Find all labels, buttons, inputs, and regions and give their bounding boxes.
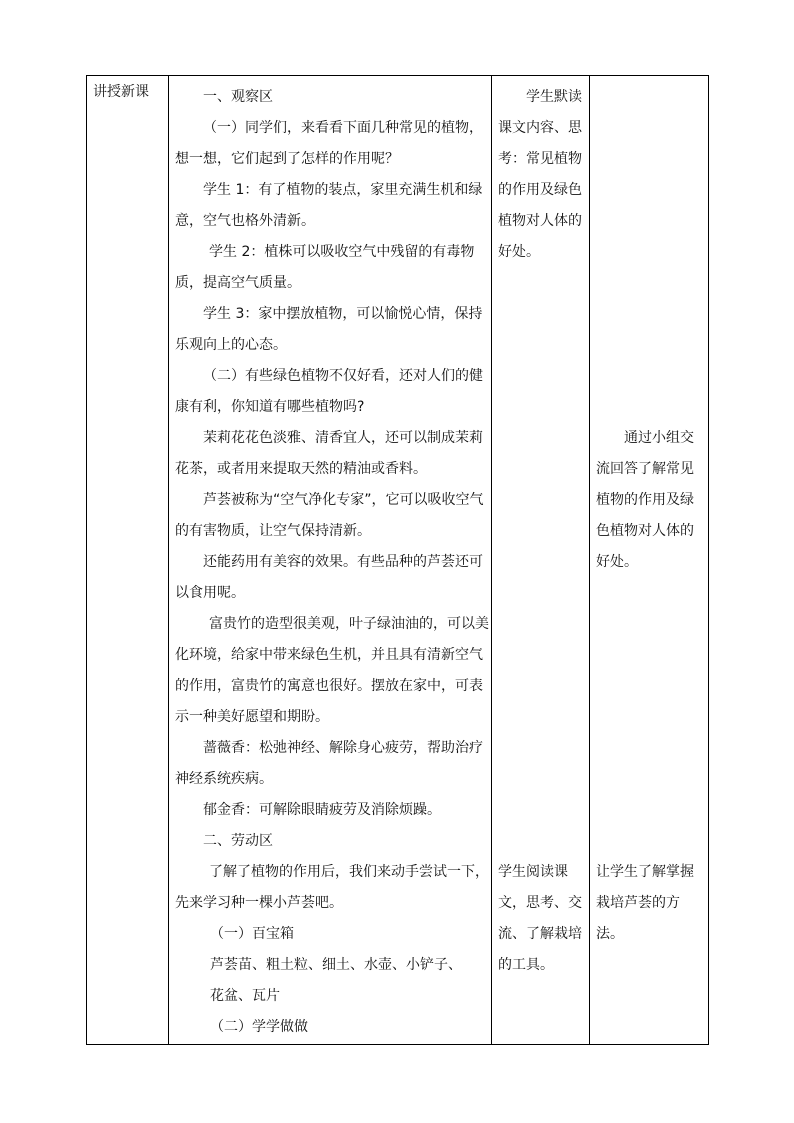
learn-and-do-heading: （二）学学做做 xyxy=(210,1019,308,1035)
plant-jasmine: 茉莉花花色淡雅、清香宜人，还可以制成茉莉花茶，或者用来提取天然的精油或香料。 xyxy=(175,430,483,477)
student-answer-2: 学生 2：植株可以吸收空气中残留的有毒物质，提高空气质量。 xyxy=(175,244,475,291)
plant-tulip: 郁金香：可解除眼睛疲劳及消除烦躁。 xyxy=(203,802,441,818)
heading-observation-area: 一、观察区 xyxy=(203,89,273,105)
treasure-box-items-2: 花盆、瓦片 xyxy=(210,988,280,1004)
treasure-box-items-1: 芦荟苗、粗土粒、细土、水壶、小铲子、 xyxy=(210,957,462,973)
design-intent-cell xyxy=(590,76,709,1045)
plant-rose: 蔷薇香：松弛神经、解除身心疲劳，帮助治疗神经系统疾病。 xyxy=(175,740,483,787)
plant-lucky-bamboo: 富贵竹的造型很美观，叶子绿油油的，可以美化环境，给家中带来绿色生机，并且具有清新空气的作用，富贵竹的寓意也很好。摆放在家中，可表示一种美好愿望和期盼。 xyxy=(175,616,489,725)
student-answer-3: 学生 3：家中摆放植物，可以愉悦心情，保持乐观向上的心态。 xyxy=(175,306,483,353)
question-two: （二）有些绿色植物不仅好看，还对人们的健康有利，你知道有哪些植物吗? xyxy=(175,368,483,415)
section-label-cell xyxy=(87,76,169,1045)
student-answer-1: 学生 1：有了植物的装点，家里充满生机和绿意，空气也格外清新。 xyxy=(175,182,483,229)
question-one: （一）同学们，来看看下面几种常见的植物，想一想，它们起到了怎样的作用呢？ xyxy=(175,120,483,167)
plant-aloe: 芦荟被称为“空气净化专家”，它可以吸收空气的有害物质，让空气保持清新。 xyxy=(175,492,484,539)
plant-aloe-more: 还能药用有美容的效果。有些品种的芦荟还可以食用呢。 xyxy=(175,554,483,601)
lesson-plan-table xyxy=(86,75,709,1045)
section-label: 讲授新课 xyxy=(93,84,149,100)
student-activity-cell xyxy=(492,76,590,1045)
student-activity-1: 学生默读课文内容、思考：常见植物的作用及绿色植物对人体的好处。 xyxy=(498,89,582,260)
student-activity-2: 学生阅读课文，思考、交流、了解栽培的工具。 xyxy=(498,864,582,973)
table-row xyxy=(87,76,709,1045)
labor-intro: 了解了植物的作用后，我们来动手尝试一下，先来学习种一棵小芦荟吧。 xyxy=(175,864,489,911)
design-intent-1: 通过小组交流回答了解常见植物的作用及绿色植物对人体的好处。 xyxy=(596,430,694,570)
design-intent-2: 让学生了解掌握栽培芦荟的方法。 xyxy=(596,864,694,942)
heading-labor-area: 二、劳动区 xyxy=(203,833,273,849)
teaching-content-cell xyxy=(169,76,492,1045)
treasure-box-heading: （一）百宝箱 xyxy=(210,926,294,942)
